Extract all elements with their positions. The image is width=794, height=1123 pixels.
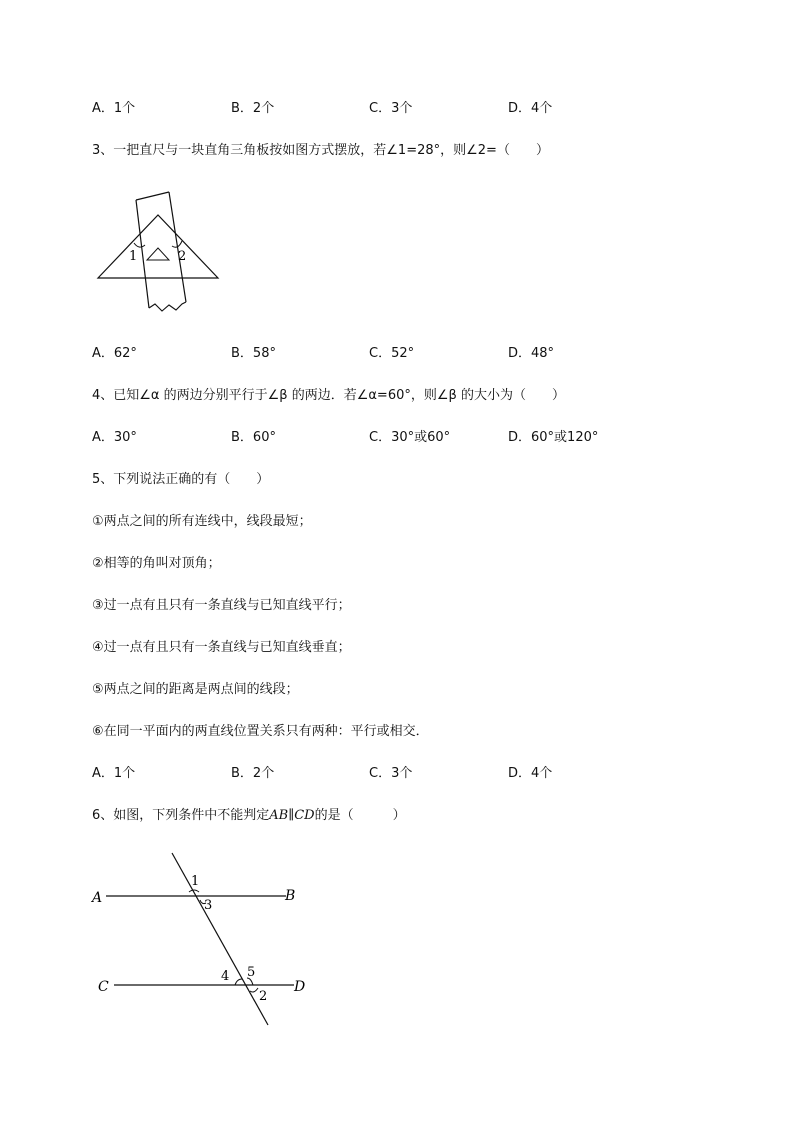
q5-option-c: C．3个 — [369, 766, 413, 781]
q2-option-a: A．1个 — [92, 101, 136, 116]
q4-option-b: B．60° — [231, 430, 276, 445]
q5-option-b: B．2个 — [231, 766, 275, 781]
q6-label-d: D — [294, 979, 306, 995]
q6-label-a: A — [92, 890, 103, 906]
q3-angle-1-arc — [134, 243, 145, 247]
q3-triangle — [98, 215, 218, 278]
q6-label-3: 3 — [204, 898, 213, 913]
q5-statement-6: ⑥在同一平面内的两直线位置关系只有两种：平行或相交． — [92, 724, 429, 739]
q5-statement-4: ④过一点有且只有一条直线与已知直线垂直； — [92, 640, 351, 655]
q3-option-c: C．52° — [369, 346, 415, 361]
q5-statement-3: ③过一点有且只有一条直线与已知直线平行； — [92, 598, 351, 613]
q3-label-2: 2 — [178, 249, 187, 264]
q3-ruler-left-edge — [136, 200, 149, 308]
q3-figure-ruler-triangle — [92, 188, 232, 318]
q2-option-b: B．2个 — [231, 101, 275, 116]
q3-inner-triangle — [147, 248, 169, 260]
q4-option-a: A．30° — [92, 430, 137, 445]
q3-label-1: 1 — [129, 249, 138, 264]
q6-label-2: 2 — [259, 989, 268, 1004]
q6-stem-suffix: 的是（ ） — [314, 808, 406, 823]
q6-figure-parallel-lines — [88, 845, 318, 1035]
q6-transversal — [172, 853, 268, 1025]
q6-stem — [92, 807, 406, 825]
q5-statement-1: ①两点之间的所有连线中，线段最短； — [92, 514, 312, 529]
q6-label-1: 1 — [191, 874, 200, 889]
q4-option-c: C．30°或60° — [369, 430, 451, 445]
q5-option-a: A．1个 — [92, 766, 136, 781]
q6-label-c: C — [98, 979, 109, 995]
q3-ruler-top-edge — [136, 192, 169, 200]
q2-option-d: D．4个 — [508, 101, 553, 116]
q6-stem-math: AB∥CD — [269, 808, 315, 823]
q3-option-a: A．62° — [92, 346, 137, 361]
q2-option-c: C．3个 — [369, 101, 413, 116]
q3-option-b: B．58° — [231, 346, 276, 361]
q6-angle-4-arc — [235, 979, 242, 985]
q3-ruler-broken-end — [149, 302, 186, 311]
q3-option-d: D．48° — [508, 346, 555, 361]
q3-stem: 3、一把直尺与一块直角三角板按如图方式摆放，若∠1=28°，则∠2=（ ） — [92, 143, 549, 158]
q5-stem: 5、下列说法正确的有（ ） — [92, 472, 270, 487]
q4-option-d: D．60°或120° — [508, 430, 599, 445]
q6-angle-2-arc — [250, 988, 258, 992]
q6-label-4: 4 — [221, 969, 230, 984]
q5-statement-5: ⑤两点之间的距离是两点间的线段； — [92, 682, 299, 697]
q6-label-5: 5 — [247, 965, 256, 980]
q5-statement-2: ②相等的角叫对顶角； — [92, 556, 221, 571]
q6-label-b: B — [285, 888, 296, 904]
q6-stem-prefix: 6、如图，下列条件中不能判定 — [92, 808, 270, 823]
q4-stem: 4、已知∠α 的两边分别平行于∠β 的两边．若∠α=60°，则∠β 的大小为（ ） — [92, 388, 565, 403]
q5-option-d: D．4个 — [508, 766, 553, 781]
